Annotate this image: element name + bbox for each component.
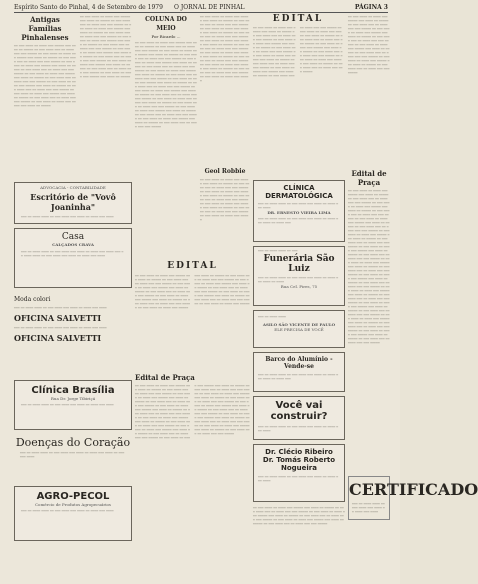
ad-medicos-title-2: Dr. Tomás Roberto Nogueira [262, 456, 336, 472]
ad-asilo [253, 310, 345, 348]
certificado-title: CERTIFICADO [349, 480, 478, 499]
ad-asilo-title: ASILO SÃO VICENTE DE PAULO [262, 322, 336, 327]
ad-agro-pecol-subtitle: Comércio de Produtos Agropecuários [35, 502, 111, 507]
column-2b [200, 15, 250, 273]
column-1b [80, 15, 132, 155]
ad-construir-body: ━━━ ━━ ━━━━ ━━━━ ━━ ━━━ ━━━━ ━━━ ━━━━ ━━ ━━━━ ━━━ ━━━━ [258, 425, 339, 433]
ad-clinica-dermatologica-body: ━━━ ━━ ━━━━ ━━━━ ━━ ━━━ ━━━━ ━━━ ━━━━ ━━ ━━━━ ━━━ ━━━━ [258, 202, 339, 210]
ad-funeraria-address: Rua Cel. Pires, 75 [280, 284, 318, 289]
edital-col4-title: EDITAL [272, 14, 324, 24]
ad-doencas-title: Doenças do Coração [15, 436, 131, 449]
ad-doencas-coracao [14, 434, 132, 482]
edital-col4-body: ━━ ━━━ ━━━━ ━━ ━━━━ ━━━ ━━━━━ ━━━ ━━━━ ━━ ━━━━━ ━━ ━━━ ━━━━ ━━━ ━━ ━━━━ ━━━ ━━━ ━━━━━ ━━ ━━━ ━━━━ ━━ ━━━━ ━━━ ━━━━━ ━━━ ━━━━ ━━ ━━━━━ ━━ ━━━ ━━━━ ━━━ ━━ ━━━━ ━━━ ━━━ ━━━━━ ━━ ━━━ ━━━━ ━━ ━━━━ ━━━ ━━━━━ ━━━ ━━━━ ━━ ━━━━━ ━━ ━━━ ━━━━ ━━━ ━━ ━━━━ ━━━ ━━━ ━━━━━ ━━ ━━━ ━━━━ ━━ ━━━━ ━━━ ━━━━━ ━━━ ━━━━ ━━ ━━━━━ ━━ ━━━ ━━━━ ━━━ ━━ ━━━━ ━━━ ━━━ ━━━━━ ━━ ━━━ ━━━━ ━━ ━━━━ ━━━ ━━━━━ ━━━ ━━━━ ━━ ━━━━━ ━━ ━━━ ━━━━ ━━━ ━━ ━━━━ ━━━ ━━━ ━━━━━ ━━ ━━━ ━━━━ ━━ ━━━━ ━━━ ━━━━━ ━━━ ━━━━ ━━ ━━━━━ ━━ ━━━ ━━━━ ━━━ ━━ ━━━━ ━━━ ━━━ ━━━━━ ━━ ━━━ ━━━━ ━━ ━━━━ ━━━ ━━━━━ ━━━ ━━━━ ━━ ━━━━━ ━━ ━━━ ━━━━ ━━━ ━━ ━━━━ ━━━ ━━━ ━━━━━ [253, 26, 343, 78]
ad-oficina-body: ━━━ ━━ ━━━━ ━━━━ ━━ ━━━ ━━━━ ━━━ ━━━━ ━━ ━━━━ ━━━ ━━━━ [14, 306, 107, 310]
ad-clinica-dermatologica [253, 180, 345, 242]
page-header [14, 3, 388, 12]
column-5 [348, 15, 390, 484]
ad-clinica-brasilia-address: Rua Dr. Jorge Tibiriçá [50, 396, 96, 401]
edital-block [135, 262, 250, 559]
certificado-box [348, 476, 478, 520]
ad-funeraria-title: Funerária São Luiz [263, 254, 335, 274]
ad-oficina-salvetti [14, 292, 132, 377]
geol-robbie-title: Geol Robbie [204, 168, 246, 175]
ad-casa-body: ━━━ ━━ ━━━━ ━━━━ ━━ ━━━ ━━━━ ━━━ ━━━━ ━━ ━━━━ ━━━ ━━━━ ━━━ ━━ ━━━━ ━━━━ ━━ ━━━ ━━━━ ━━━ ━━━━ ━━ ━━━━ ━━━ ━━━━ [21, 250, 124, 258]
column-do-meio-title: COLUNA DO MEIO [145, 16, 187, 32]
ad-escritorio [14, 182, 132, 224]
ad-clinica-brasilia [14, 380, 132, 430]
column-2b-body: ━━ ━━━ ━━━━ ━━ ━━━━ ━━━ ━━━━━ ━━━ ━━━━ ━━ ━━━━━ ━━ ━━━ ━━━━ ━━━ ━━ ━━━━ ━━━ ━━━ ━━━━━ ━━ ━━━ ━━━━ ━━ ━━━━ ━━━ ━━━━━ ━━━ ━━━━ ━━ ━━━━━ ━━ ━━━ ━━━━ ━━━ ━━ ━━━━ ━━━ ━━━ ━━━━━ ━━ ━━━ ━━━━ ━━ ━━━━ ━━━ ━━━━━ ━━━ ━━━━ ━━ ━━━━━ ━━ ━━━ ━━━━ ━━━ ━━ ━━━━ ━━━ ━━━ ━━━━━ ━━ ━━━ ━━━━ ━━ ━━━━ ━━━ ━━━━━ ━━━ ━━━━ ━━ ━━━━━ ━━ ━━━ ━━━━ ━━━ ━━ ━━━━ ━━━ ━━━ ━━━━━ ━━ ━━━ ━━━━ ━━ ━━━━ ━━━ ━━━━━ ━━━ ━━━━ ━━ ━━━━━ ━━ ━━━ ━━━━ ━━━ ━━ ━━━━ ━━━ ━━━ ━━━━━ ━━ ━━━ ━━━━ ━━ ━━━━ ━━━ ━━━━━ [200, 15, 250, 83]
ad-clinica-brasilia-body: ━━━ ━━ ━━━━ ━━━━ ━━ ━━━ ━━━━ ━━━ ━━━━ ━━ ━━━━ ━━━ ━━━━ [21, 403, 114, 407]
edital-praca-col5-title: Edital de Praça [351, 169, 387, 187]
ad-doencas-body: ━━━ ━━ ━━━━ ━━━━ ━━ ━━━ ━━━━ ━━━ ━━━━ ━━ ━━━━ ━━━ ━━━━ ━━ ━━━ ━━━ ━━━━ [20, 451, 125, 459]
ad-clinica-dermatologica-title: CLÍNICA DERMATOLÓGICA [265, 184, 333, 200]
ad-escritorio-title: Escritório de "Vovô Joaninha" [30, 192, 116, 212]
column-4-bottom-body: ━━ ━━━ ━━━━ ━━ ━━━━ ━━━ ━━━━━ ━━━ ━━━━ ━━ ━━━━━ ━━ ━━━ ━━━━ ━━━ ━━ ━━━━ ━━━ ━━━ ━━━━━ ━━ ━━━ ━━━━ ━━ ━━━━ ━━━ ━━━━━ ━━━ ━━━━ ━━ ━━━━━ ━━ ━━━ ━━━━ ━━━ ━━ ━━━━ ━━━ ━━━ ━━━━━ ━━ ━━━ ━━━━ ━━ ━━━━ ━━━ ━━━━━ ━━━ ━━━━ ━━ ━━━━━ ━━ ━━━ ━━━━ ━━━ ━━ ━━━━ ━━━ ━━━ ━━━━━ [253, 506, 345, 526]
column-1 [14, 15, 76, 169]
edital-body: ━━ ━━━ ━━━━ ━━ ━━━━ ━━━ ━━━━━ ━━━ ━━━━ ━━ ━━━━━ ━━ ━━━ ━━━━ ━━━ ━━ ━━━━ ━━━ ━━━ ━━━━━ ━━ ━━━ ━━━━ ━━ ━━━━ ━━━ ━━━━━ ━━━ ━━━━ ━━ ━━━━━ ━━ ━━━ ━━━━ ━━━ ━━ ━━━━ ━━━ ━━━ ━━━━━ ━━ ━━━ ━━━━ ━━ ━━━━ ━━━ ━━━━━ ━━━ ━━━━ ━━ ━━━━━ ━━ ━━━ ━━━━ ━━━ ━━ ━━━━ ━━━ ━━━ ━━━━━ ━━ ━━━ ━━━━ ━━ ━━━━ ━━━ ━━━━━ ━━━ ━━━━ ━━ ━━━━━ ━━ ━━━ ━━━━ ━━━ ━━ ━━━━ ━━━ ━━━ ━━━━━ ━━ ━━━ ━━━━ ━━ ━━━━ ━━━ ━━━━━ ━━━ ━━━━ ━━ ━━━━━ ━━ ━━━ ━━━━ ━━━ ━━ ━━━━ ━━━ ━━━ ━━━━━ ━━ ━━━ ━━━━ ━━ ━━━━ ━━━ ━━━━━ ━━━ ━━━━ ━━ ━━━━━ ━━ ━━━ ━━━━ ━━━ ━━ ━━━━ ━━━ ━━━ ━━━━━ ━━ ━━━ ━━━━ ━━ ━━━━ ━━━ ━━━━━ [135, 274, 250, 310]
article-body-continued: ━━ ━━━ ━━━━ ━━ ━━━━ ━━━ ━━━━━ ━━━ ━━━━ ━━ ━━━━━ ━━ ━━━ ━━━━ ━━━ ━━ ━━━━ ━━━ ━━━ ━━━━━ ━━ ━━━ ━━━━ ━━ ━━━━ ━━━ ━━━━━ ━━━ ━━━━ ━━ ━━━━━ ━━ ━━━ ━━━━ ━━━ ━━ ━━━━ ━━━ ━━━ ━━━━━ ━━ ━━━ ━━━━ ━━ ━━━━ ━━━ ━━━━━ ━━━ ━━━━ ━━ ━━━━━ ━━ ━━━ ━━━━ ━━━ ━━ ━━━━ ━━━ ━━━ ━━━━━ ━━ ━━━ ━━━━ ━━ ━━━━ ━━━ ━━━━━ ━━━ ━━━━ ━━ ━━━━━ ━━ ━━━ ━━━━ ━━━ ━━ ━━━━ ━━━ ━━━ ━━━━━ ━━ ━━━ ━━━━ ━━ ━━━━ ━━━ ━━━━━ ━━━ ━━━━ ━━ ━━━━━ ━━ ━━━ ━━━━ ━━━ ━━ ━━━━ ━━━ ━━━ ━━━━━ ━━ ━━━ ━━━━ ━━ ━━━━ ━━━ ━━━━━ ━━━ ━━━━ ━━ ━━━━━ [80, 15, 132, 79]
column-byline: Por Ricardo ... [151, 34, 181, 39]
ad-funeraria-body: ━━━ ━━ ━━━━ ━━━━ ━━ ━━━ [258, 249, 298, 253]
ad-oficina-body-2: ━━━ ━━ ━━━━ ━━━━ ━━ ━━━ ━━━━ ━━━ ━━━━ ━━ ━━━━ ━━━ ━━━━ [14, 326, 107, 330]
edital-title: EDITAL [167, 261, 218, 271]
ad-funeraria-body-2: ━━━ ━━ ━━━━ ━━━━ ━━ ━━━ ━━━━ ━━━ ━━━━ ━━ ━━━━ ━━━ ━━━━ ━━ ━━━━ [258, 276, 339, 284]
header-masthead: O JORNAL DE PINHAL [174, 4, 245, 11]
column-2 [135, 15, 197, 271]
ad-construir-title: Você vai construir? [270, 400, 328, 422]
column-4-bottom [253, 506, 345, 576]
geol-robbie-body: ━━ ━━━ ━━━━ ━━ ━━━━ ━━━ ━━━━━ ━━━ ━━━━ ━━ ━━━━━ ━━ ━━━ ━━━━ ━━━ ━━ ━━━━ ━━━ ━━━ ━━━━━ ━━ ━━━ ━━━━ ━━ ━━━━ ━━━ ━━━━━ ━━━ ━━━━ ━━ ━━━━━ ━━ ━━━ ━━━━ ━━━ ━━ ━━━━ ━━━ ━━━ ━━━━━ ━━ ━━━ ━━━━ ━━ ━━━━ ━━━ ━━━━━ ━━━ ━━━━ ━━ ━━━━━ ━━ ━━━ ━━━━ ━━━ ━━ ━━━━ ━━━ ━━━ ━━━━━ ━━ ━━━ ━━━━ ━━ ━━━━ ━━━ ━━━━━ [200, 178, 250, 222]
ad-asilo-subtitle: ELE PRECISA DE VOCÊ [274, 327, 324, 332]
ad-medicos-title-1: Dr. Clécio Ribeiro [265, 448, 333, 456]
edital-praca-col5-body: ━━ ━━━ ━━━━ ━━ ━━━━ ━━━ ━━━━━ ━━━ ━━━━ ━━ ━━━━━ ━━ ━━━ ━━━━ ━━━ ━━ ━━━━ ━━━ ━━━ ━━━━━ ━━ ━━━ ━━━━ ━━ ━━━━ ━━━ ━━━━━ ━━━ ━━━━ ━━ ━━━━━ ━━ ━━━ ━━━━ ━━━ ━━ ━━━━ ━━━ ━━━ ━━━━━ ━━ ━━━ ━━━━ ━━ ━━━━ ━━━ ━━━━━ ━━━ ━━━━ ━━ ━━━━━ ━━ ━━━ ━━━━ ━━━ ━━ ━━━━ ━━━ ━━━ ━━━━━ ━━ ━━━ ━━━━ ━━ ━━━━ ━━━ ━━━━━ ━━━ ━━━━ ━━ ━━━━━ ━━ ━━━ ━━━━ ━━━ ━━ ━━━━ ━━━ ━━━ ━━━━━ ━━ ━━━ ━━━━ ━━ ━━━━ ━━━ ━━━━━ ━━━ ━━━━ ━━ ━━━━━ ━━ ━━━ ━━━━ ━━━ ━━ ━━━━ ━━━ ━━━ ━━━━━ ━━ ━━━ ━━━━ ━━ ━━━━ ━━━ ━━━━━ ━━━ ━━━━ ━━ ━━━━━ ━━ ━━━ ━━━━ ━━━ ━━ ━━━━ ━━━ ━━━ ━━━━━ ━━ ━━━ ━━━━ ━━ ━━━━ ━━━ ━━━━━ ━━━ ━━━━ ━━ ━━━━━ ━━ ━━━ ━━━━ ━━━ ━━ ━━━━ ━━━ ━━━ ━━━━━ ━━ ━━━ ━━━━ ━━ ━━━━ ━━━ ━━━━━ ━━━ ━━━━ ━━ ━━━━━ ━━ ━━━ ━━━━ ━━━ ━━ ━━━━ ━━━ ━━━ ━━━━━ ━━ ━━━ ━━━━ ━━ ━━━━ ━━━ ━━━━━ ━━━ ━━━━ ━━ ━━━━━ ━━ ━━━ ━━━━ ━━━ ━━ ━━━━ ━━━ ━━━ ━━━━━ ━━ ━━━ ━━━━ ━━ ━━━━ ━━━ ━━━━━ ━━━ ━━━━ ━━ ━━━━━ ━━ ━━━ ━━━━ ━━━ ━━ ━━━━ ━━━ ━━━ ━━━━━ ━━ ━━━ ━━━━ ━━ ━━━━ ━━━ ━━━━━ ━━━ ━━━━ ━━ ━━━━━ ━━ ━━━ ━━━━ ━━━ ━━ ━━━━ ━━━ ━━━ ━━━━━ [348, 189, 390, 345]
column-5-body: ━━ ━━━ ━━━━ ━━ ━━━━ ━━━ ━━━━━ ━━━ ━━━━ ━━ ━━━━━ ━━ ━━━ ━━━━ ━━━ ━━ ━━━━ ━━━ ━━━ ━━━━━ ━━ ━━━ ━━━━ ━━ ━━━━ ━━━ ━━━━━ ━━━ ━━━━ ━━ ━━━━━ ━━ ━━━ ━━━━ ━━━ ━━ ━━━━ ━━━ ━━━ ━━━━━ ━━ ━━━ ━━━━ ━━ ━━━━ ━━━ ━━━━━ ━━━ ━━━━ ━━ ━━━━━ ━━ ━━━ ━━━━ ━━━ ━━ ━━━━ ━━━ ━━━ ━━━━━ ━━ ━━━ ━━━━ ━━ ━━━━ ━━━ ━━━━━ ━━━ ━━━━ ━━ ━━━━━ ━━ ━━━ ━━━━ ━━━ ━━ ━━━━ ━━━ ━━━ ━━━━━ [348, 15, 390, 75]
ad-escritorio-kicker: ADVOCACIA - CONTABILIDADE [40, 185, 106, 190]
ad-agro-pecol-title: AGRO-PECOL [36, 491, 110, 502]
ad-clinica-dermatologica-body-2: ━━━ ━━ ━━━━ ━━━━ ━━ ━━━ ━━━━ ━━━ ━━━━ ━━ ━━━━ ━━━ ━━━━ ━━ ━━━━ ━━━ [258, 217, 339, 225]
ad-clinica-dermatologica-doctor: DR. ERNESTO VIEIRA LIMA [267, 210, 331, 215]
edital-praca-title: Edital de Praça [135, 373, 195, 382]
ad-oficina-name: OFICINA SALVETTI [14, 313, 102, 323]
ad-barco [253, 352, 345, 392]
ad-barco-title: Barco do Alumínio - Vende-se [265, 356, 333, 370]
ad-oficina-headline: Moda colori [14, 296, 51, 303]
ad-construir [253, 396, 345, 440]
ad-agro-pecol-body: ━━━ ━━ ━━━━ ━━━━ ━━ ━━━ ━━━━ ━━━ ━━━━ ━━ ━━━━ ━━━ ━━━━ [21, 509, 114, 513]
ad-casa [14, 228, 132, 288]
ad-agro-pecol [14, 486, 132, 541]
header-rule [14, 12, 388, 13]
ad-funeraria [253, 246, 345, 306]
ad-escritorio-body: ━━━ ━━ ━━━━ ━━━━ ━━ ━━━ ━━━━ ━━━ ━━━━ ━━ ━━━━ ━━━ ━━━━ [21, 215, 114, 219]
header-page-number: PÁGINA 3 [354, 4, 388, 11]
ad-casa-title: Casa [61, 232, 85, 242]
ad-oficina-name-2: OFICINA SALVETTI [14, 333, 102, 343]
column-4 [253, 15, 343, 181]
article-body: ━━ ━━━ ━━━━ ━━ ━━━━ ━━━ ━━━━━ ━━━ ━━━━ ━━ ━━━━━ ━━ ━━━ ━━━━ ━━━ ━━ ━━━━ ━━━ ━━━ ━━━━━ ━━ ━━━ ━━━━ ━━ ━━━━ ━━━ ━━━━━ ━━━ ━━━━ ━━ ━━━━━ ━━ ━━━ ━━━━ ━━━ ━━ ━━━━ ━━━ ━━━ ━━━━━ ━━ ━━━ ━━━━ ━━ ━━━━ ━━━ ━━━━━ ━━━ ━━━━ ━━ ━━━━━ ━━ ━━━ ━━━━ ━━━ ━━ ━━━━ ━━━ ━━━ ━━━━━ ━━ ━━━ ━━━━ ━━ ━━━━ ━━━ ━━━━━ ━━━ ━━━━ ━━ ━━━━━ ━━ ━━━ ━━━━ ━━━ ━━ ━━━━ ━━━ ━━━ ━━━━━ ━━ ━━━ ━━━━ ━━ ━━━━ ━━━ ━━━━━ ━━━ ━━━━ ━━ ━━━━━ ━━ ━━━ ━━━━ ━━━ ━━ ━━━━ ━━━ ━━━ ━━━━━ ━━ ━━━ ━━━━ ━━ ━━━━ ━━━ ━━━━━ ━━━ ━━━━ ━━ ━━━━━ ━━ ━━━ ━━━━ ━━━ ━━ ━━━━ ━━━ ━━━ ━━━━━ ━━ ━━━ ━━━━ ━━ ━━━━ ━━━ ━━━━━ ━━━ ━━━━ ━━ ━━━━━ [14, 44, 76, 108]
article-title: Antigas Famílias Pinhalenses [21, 15, 69, 42]
certificado-body: ━━━ ━━ ━━━━ ━━━━ ━━ ━━━ ━━━━ ━━━ ━━━━ ━━ ━━━━ ━━━ ━━━━ [352, 502, 385, 514]
column-do-meio-body: ━━ ━━━ ━━━━ ━━ ━━━━ ━━━ ━━━━━ ━━━ ━━━━ ━━ ━━━━━ ━━ ━━━ ━━━━ ━━━ ━━ ━━━━ ━━━ ━━━ ━━━━━ ━━ ━━━ ━━━━ ━━ ━━━━ ━━━ ━━━━━ ━━━ ━━━━ ━━ ━━━━━ ━━ ━━━ ━━━━ ━━━ ━━ ━━━━ ━━━ ━━━ ━━━━━ ━━ ━━━ ━━━━ ━━ ━━━━ ━━━ ━━━━━ ━━━ ━━━━ ━━ ━━━━━ ━━ ━━━ ━━━━ ━━━ ━━ ━━━━ ━━━ ━━━ ━━━━━ ━━ ━━━ ━━━━ ━━ ━━━━ ━━━ ━━━━━ ━━━ ━━━━ ━━ ━━━━━ ━━ ━━━ ━━━━ ━━━ ━━ ━━━━ ━━━ ━━━ ━━━━━ ━━ ━━━ ━━━━ ━━ ━━━━ ━━━ ━━━━━ ━━━ ━━━━ ━━ ━━━━━ ━━ ━━━ ━━━━ ━━━ ━━ ━━━━ ━━━ ━━━ ━━━━━ ━━ ━━━ ━━━━ ━━ ━━━━ ━━━ ━━━━━ ━━━ ━━━━ ━━ ━━━━━ ━━ ━━━ ━━━━ ━━━ ━━ ━━━━ ━━━ ━━━ ━━━━━ ━━ ━━━ ━━━━ ━━ ━━━━ ━━━ ━━━━━ ━━━ ━━━━ ━━ ━━━━━ ━━ ━━━ ━━━━ ━━━ ━━ ━━━━ ━━━ ━━━ ━━━━━ ━━ ━━━ ━━━━ ━━ ━━━━ ━━━ ━━━━━ ━━━ ━━━━ ━━ ━━━━━ ━━ ━━━ ━━━━ ━━━ ━━ ━━━━ ━━━ ━━━ ━━━━━ ━━ ━━━ ━━━━ ━━ ━━━━ ━━━ ━━━━━ ━━━ ━━━━ ━━ ━━━━━ ━━ ━━━ ━━━━ ━━━ ━━ ━━━━ ━━━ ━━━ ━━━━━ [135, 41, 197, 129]
ad-clinica-brasilia-title: Clínica Brasília [31, 385, 115, 396]
edital-praca-body: ━━ ━━━ ━━━━ ━━ ━━━━ ━━━ ━━━━━ ━━━ ━━━━ ━━ ━━━━━ ━━ ━━━ ━━━━ ━━━ ━━ ━━━━ ━━━ ━━━ ━━━━━ ━━ ━━━ ━━━━ ━━ ━━━━ ━━━ ━━━━━ ━━━ ━━━━ ━━ ━━━━━ ━━ ━━━ ━━━━ ━━━ ━━ ━━━━ ━━━ ━━━ ━━━━━ ━━ ━━━ ━━━━ ━━ ━━━━ ━━━ ━━━━━ ━━━ ━━━━ ━━ ━━━━━ ━━ ━━━ ━━━━ ━━━ ━━ ━━━━ ━━━ ━━━ ━━━━━ ━━ ━━━ ━━━━ ━━ ━━━━ ━━━ ━━━━━ ━━━ ━━━━ ━━ ━━━━━ ━━ ━━━ ━━━━ ━━━ ━━ ━━━━ ━━━ ━━━ ━━━━━ ━━ ━━━ ━━━━ ━━ ━━━━ ━━━ ━━━━━ ━━━ ━━━━ ━━ ━━━━━ ━━ ━━━ ━━━━ ━━━ ━━ ━━━━ ━━━ ━━━ ━━━━━ ━━ ━━━ ━━━━ ━━ ━━━━ ━━━ ━━━━━ ━━━ ━━━━ ━━ ━━━━━ ━━ ━━━ ━━━━ ━━━ ━━ ━━━━ ━━━ ━━━ ━━━━━ ━━ ━━━ ━━━━ ━━ ━━━━ ━━━ ━━━━━ ━━━ ━━━━ ━━ ━━━━━ ━━ ━━━ ━━━━ ━━━ ━━ ━━━━ ━━━ ━━━ ━━━━━ ━━ ━━━ ━━━━ ━━ ━━━━ ━━━ ━━━━━ ━━━ ━━━━ ━━ ━━━━━ ━━ ━━━ ━━━━ ━━━ ━━ ━━━━ ━━━ ━━━ ━━━━━ ━━ ━━━ ━━━━ ━━ ━━━━ ━━━ ━━━━━ ━━━ ━━━━ ━━ ━━━━━ ━━ ━━━ ━━━━ ━━━ ━━ ━━━━ ━━━ ━━━ ━━━━━ ━━ ━━━ ━━━━ ━━ ━━━━ ━━━ ━━━━━ ━━━ ━━━━ ━━ ━━━━━ ━━ ━━━ ━━━━ ━━━ ━━ ━━━━ ━━━ ━━━ ━━━━━ [135, 384, 250, 440]
ad-medicos [253, 444, 345, 502]
ad-medicos-body: ━━━ ━━ ━━━━ ━━━━ ━━ ━━━ ━━━━ ━━━ ━━━━ ━━ ━━━━ ━━━ ━━━━ [258, 475, 339, 483]
ad-casa-subtitle: CALÇADOS CRAVA [52, 242, 94, 247]
ad-barco-body: ━━━ ━━ ━━━━ ━━━━ ━━ ━━━ ━━━━ ━━━ ━━━━ ━━ ━━━━ ━━━ ━━━━ ━━ ━━━━ ━━━ [258, 373, 339, 381]
header-date: Espírito Santo do Pinhal, 4 de Setembro de 1979 [14, 4, 163, 11]
ad-asilo-body: ━━━ ━━ ━━━━ ━━━━ [258, 315, 286, 319]
